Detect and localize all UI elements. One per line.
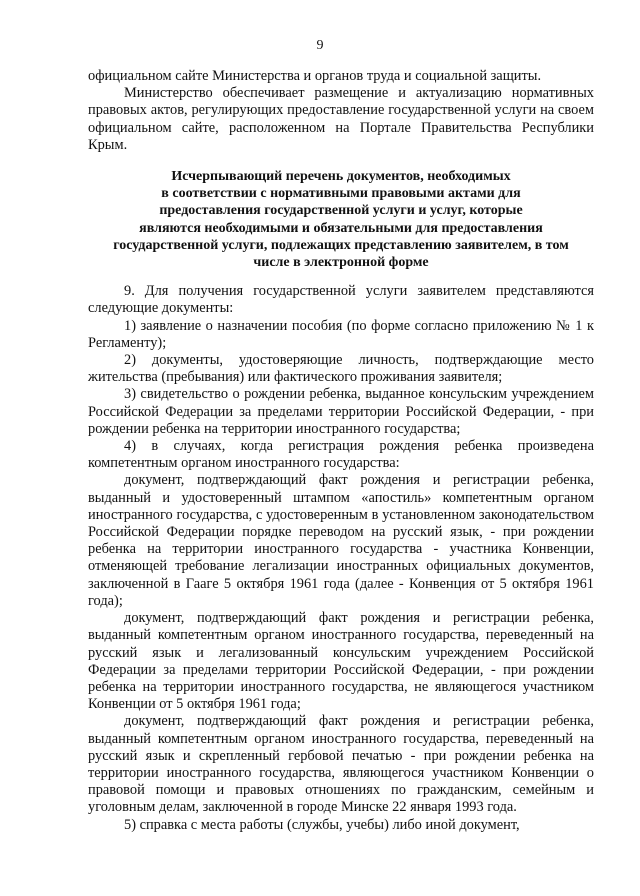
paragraph: 9. Для получения государственной услуги заявителем представляются следующие документы: [88, 283, 594, 317]
paragraph: 5) справка с места работы (службы, учебы) либо иной документ, [124, 816, 520, 833]
paragraph: документ, подтверждающий факт рождения и регистрации ребенка, выданный компетентным органом иностранного государства, переведенный на русский язык и скрепленный гербовой печатью - при рождении ребенка на территории иностранного государства, являющегося участником Конвенции о правовой помощи и правовых отношениях по гражданским, семейным и уголовным делам, заключенной в городе Минске 22 января 1993 года. [88, 713, 594, 816]
paragraph: официальном сайте Министерства и органов труда и социальной защиты. [88, 68, 542, 84]
paragraph: документ, подтверждающий факт рождения и регистрации ребенка, выданный компетентным органом иностранного государства, переведенный на русский язык и легализованный консульским учреждением Российской Федерации за пределами территории Российской Федерации, - при рождении ребенка на территории иностранного государства, не являющегося участником Конвенции от 5 октября 1961 года; [88, 610, 594, 713]
paragraph: 1) заявление о назначении пособия (по форме согласно приложению № 1 к Регламенту); [88, 317, 594, 351]
paragraph: Министерство обеспечивает размещение и актуализацию нормативных правовых актов, регулирующих предоставление государственной услуги на своем официальном сайте, расположенном на Портале Правительства Республики Крым. [88, 85, 594, 153]
paragraph: 3) свидетельство о рождении ребенка, выданное консульским учреждением Российской Федерации за пределами территории Российской Федерации, - при рождении ребенка на территории иностранного государства; [88, 386, 594, 437]
section-heading [88, 168, 594, 271]
heading-line: являются необходимыми и обязательными для предоставления [139, 220, 543, 236]
heading-line: предоставления государственной услуги и услуг, которые [159, 203, 523, 219]
heading-line: числе в электронной форме [253, 255, 429, 271]
page-number: 9 [316, 38, 324, 53]
paragraph: документ, подтверждающий факт рождения и регистрации ребенка, выданный и удостоверенный штампом «апостиль» компетентным органом иностранного государства, с удостоверенным в установленном законодательством Российской Федерации порядке переводом на русский язык, - при рождении ребенка на территории иностранного государства - участника Конвенции, отменяющей требование легализации иностранных официальных документов, заключенной в Гааге 5 октября 1961 года (далее - Конвенция от 5 октября 1961 года); [88, 472, 594, 609]
document-body [88, 68, 594, 834]
heading-line: Исчерпывающий перечень документов, необходимых [171, 169, 511, 185]
paragraph: 2) документы, удостоверяющие личность, подтверждающие место жительства (пребывания) или фактического проживания заявителя; [88, 352, 594, 386]
heading-line: государственной услуги, подлежащих представлению заявителем, в том [113, 237, 569, 253]
heading-line: в соответствии с нормативными правовыми актами для [161, 186, 521, 202]
paragraph: 4) в случаях, когда регистрация рождения ребенка произведена компетентным органом иностранного государства: [88, 438, 594, 472]
